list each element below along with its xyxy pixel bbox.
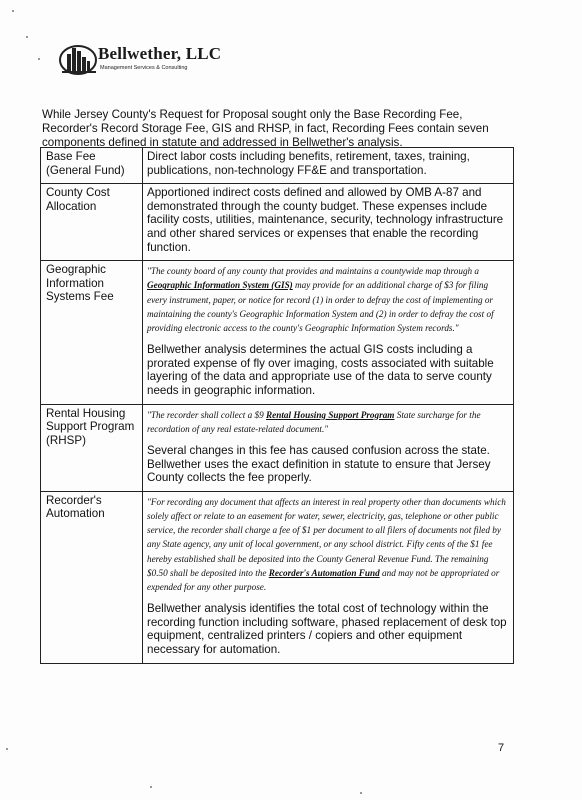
scan-speck [26, 36, 28, 38]
building-logo-icon [58, 40, 98, 76]
statute-quote [147, 495, 509, 594]
analysis-text: Several changes in this fee has caused confusion across the state. Bellwether uses the exact definition in statute to ensure that Jersey County collects the fee properly. [147, 443, 491, 485]
statute-quote-text: "The county board of any county that provides and maintains a countywide map through a [147, 266, 480, 277]
page-number: 7 [498, 742, 505, 754]
scan-speck [38, 58, 40, 60]
statute-quote-text: and may not be appropriated or expended for any other purpose. [147, 567, 500, 592]
company-tagline: Management Services & Consulting [100, 65, 188, 71]
table-row [41, 261, 514, 404]
company-name: Bellwether, LLC [98, 44, 222, 63]
component-label: County Cost Allocation [41, 184, 143, 261]
scan-speck [360, 792, 362, 794]
scan-speck [150, 786, 152, 788]
statute-fund-name: Geographic Information System (GIS) [147, 280, 293, 291]
component-description [143, 148, 514, 184]
table-row [41, 404, 514, 491]
component-description-text: Apportioned indirect costs defined and allowed by OMB A-87 and demonstrated through the county budget. These expenses include facility costs, utilities, maintenance, security, technology infrastructure and other shared services or expenses that enable the recording function. [147, 186, 504, 254]
scan-speck [6, 748, 8, 750]
component-label: Geographic Information Systems Fee [41, 261, 143, 404]
statute-quote [147, 264, 509, 335]
analysis-text: Bellwether analysis determines the actual GIS costs including a prorated expense of fly over imaging, costs associated with suitable layering of the data and appropriate use of the data to serve county needs in geographic information. [147, 343, 494, 397]
statute-quote-text: "The recorder shall collect a $9 [147, 409, 267, 420]
scan-speck [12, 10, 14, 12]
statute-quote-text: may provide for an additional charge of $3 for filing every instrument, paper, or notice for record (1) in order to defray the cost of implementing or maintaining the county's Geographic Information System and (2) in order to defray the cost of providing electronic access to the county's Geographic Information System records." [147, 280, 494, 333]
analysis-text: Bellwether analysis identifies the total cost of technology within the recording function including software, phased replacement of desk top equipment, centralized printers / copiers and other equipment necessary for automation. [147, 602, 507, 656]
component-description-text: Direct labor costs including benefits, retirement, taxes, training, publications, non-technology FF&E and transportation. [147, 150, 470, 177]
table-row [41, 491, 514, 663]
statute-quote [147, 408, 509, 436]
statute-quote-text: State surcharge for the recordation of any real estate-related document." [147, 409, 481, 434]
component-label: Rental Housing Support Program (RHSP) [41, 404, 143, 491]
statute-fund-name: Rental Housing Support Program [266, 409, 395, 420]
intro-paragraph: While Jersey County's Request for Proposal sought only the Base Recording Fee, Recorder's Record Storage Fee, GIS and RHSP, in fact, Recording Fees contain seven components defined in statute and addressed in Bellwether's analysis. [42, 107, 489, 149]
component-description [143, 404, 514, 491]
component-description [143, 261, 514, 404]
component-label: Base Fee (General Fund) [41, 148, 143, 184]
statute-fund-name: Recorder's Automation Fund [268, 567, 380, 578]
component-label: Recorder's Automation [41, 491, 143, 663]
statute-quote-text: "For recording any document that affects an interest in real property other than documents which solely affect or relate to an easement for water, sewer, electricity, gas, telephone or other public service, the recorder shall charge a fee of $1 per document to all filers of documents not filed by any State agency, any unit of local government, or any school district. Fifty cents of the $1 fee hereby established shall be deposited into the County General Revenue Fund. The remaining $0.50 shall be deposited into the [147, 496, 506, 578]
table-row [41, 184, 514, 261]
company-logo [58, 40, 228, 82]
component-description [143, 184, 514, 261]
table-row [41, 148, 514, 184]
fee-components-table [40, 147, 514, 664]
component-description [143, 491, 514, 663]
